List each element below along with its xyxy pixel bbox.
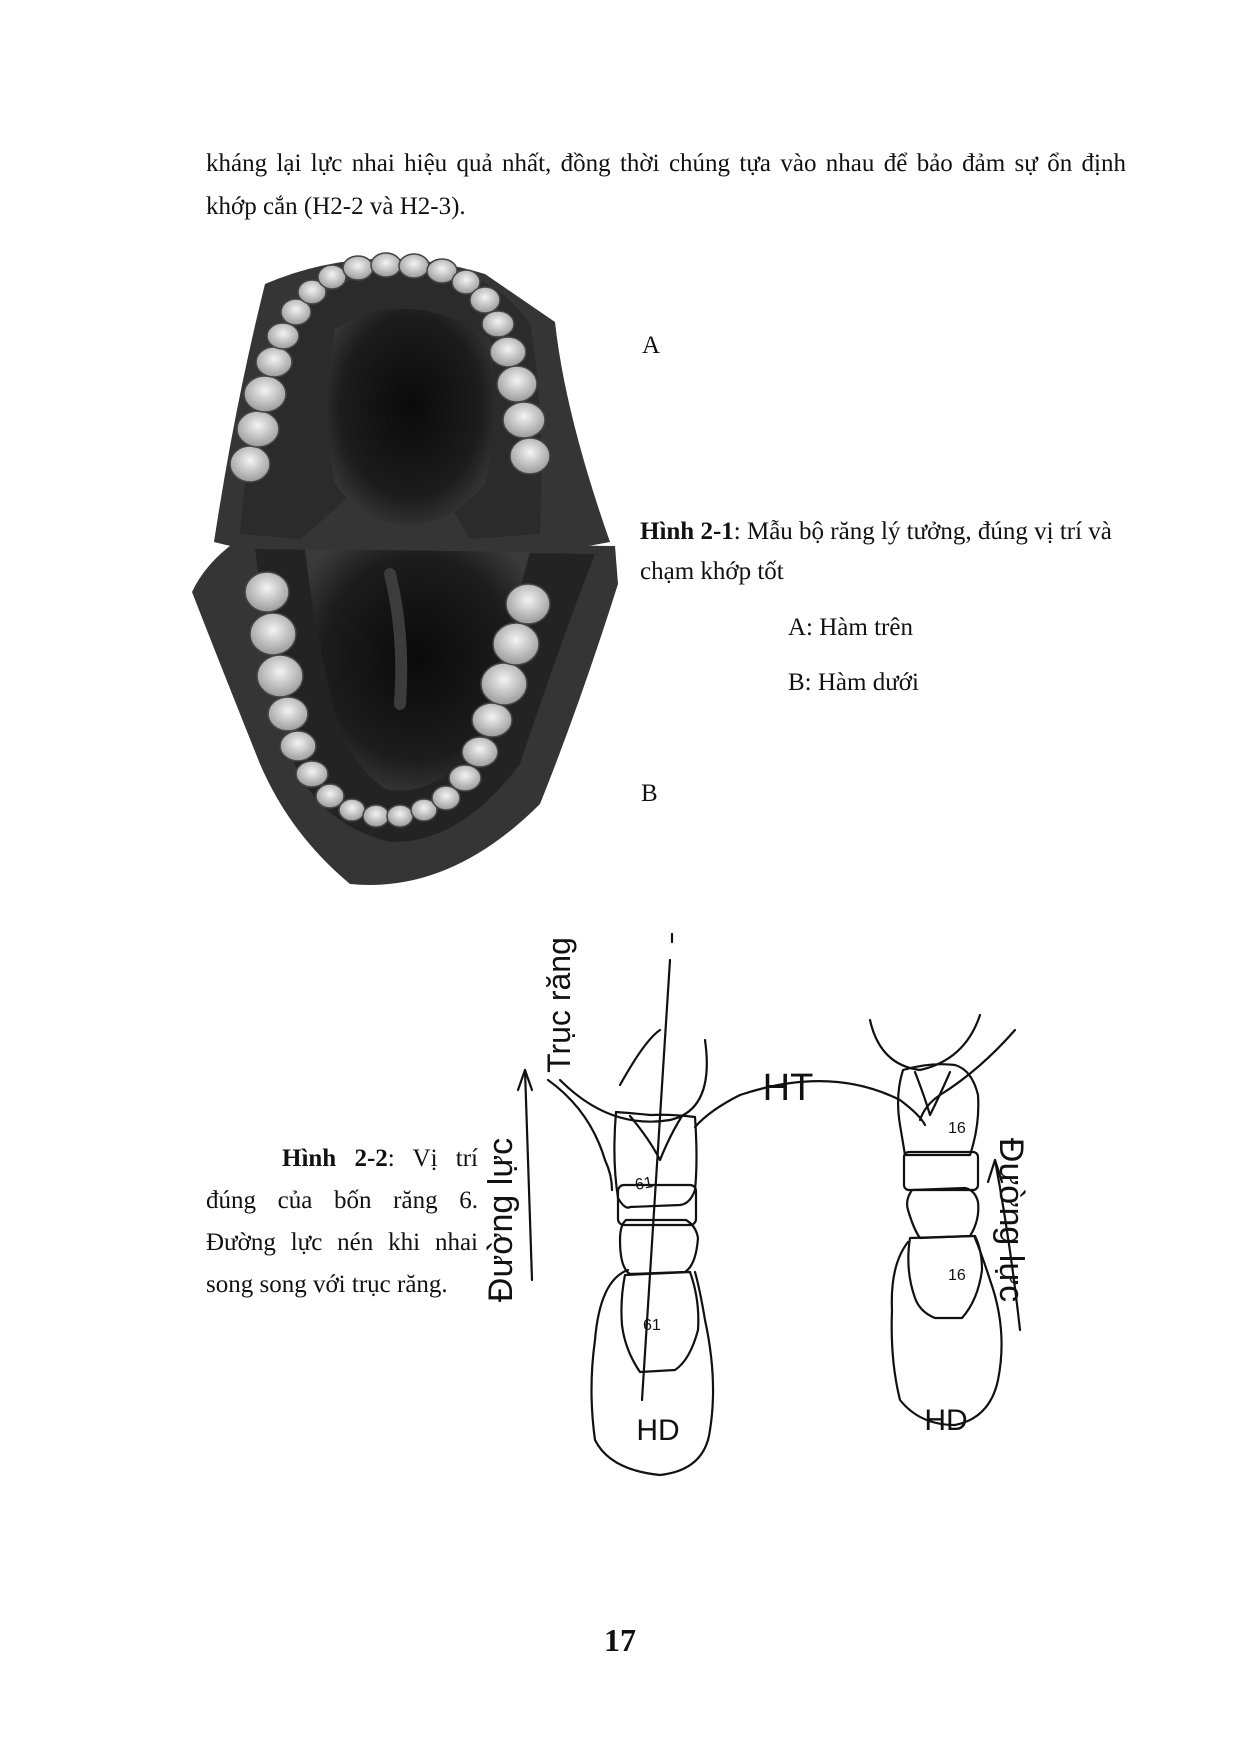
caption-text: : Mẫu bộ răng lý tưởng, đúng vị trí và chạm khớp tốt xyxy=(640,518,1112,585)
left-upper-gum-curve xyxy=(560,1040,707,1122)
figure-label-b: B xyxy=(641,780,658,807)
body-paragraph: kháng lại lực nhai hiệu quả nhất, đồng thời chúng tựa vào nhau để bảo đảm sự ổn định khớp cắn (H2-2 và H2-3). xyxy=(206,150,1126,220)
hd-label-left: HD xyxy=(636,1414,680,1447)
ht-label: HT xyxy=(762,1067,814,1109)
hd-label-right: HD xyxy=(924,1404,968,1437)
molar-diagram xyxy=(482,920,1100,1510)
lower-jaw-cast xyxy=(192,542,618,885)
tooth-number-upper-left: 61 xyxy=(633,1174,655,1194)
right-lower-molar xyxy=(908,1236,982,1318)
figure-2-1-caption xyxy=(640,512,1126,592)
figure-2-2-caption xyxy=(206,1138,478,1306)
caption-title: Hình 2-1 xyxy=(640,518,734,545)
ht-arch-connector xyxy=(620,1030,660,1085)
force-arrow-left xyxy=(525,1070,532,1280)
caption-item-b: B: Hàm dưới xyxy=(788,669,919,696)
force-label-right: Đường lực xyxy=(992,1137,1030,1303)
tooth-number-upper-right: 16 xyxy=(948,1120,966,1137)
dental-cast-photo xyxy=(200,244,630,964)
figure-label-a: A xyxy=(642,332,661,359)
axis-label: Trục răng xyxy=(541,937,577,1073)
caption-title: Hình 2-2 xyxy=(282,1145,388,1172)
tooth-number-lower-right: 16 xyxy=(948,1267,966,1284)
upper-jaw-cast xyxy=(214,253,610,558)
right-upper-gum-curve xyxy=(870,1015,980,1070)
tooth-number-lower-left: 61 xyxy=(643,1317,661,1334)
caption-text: : Vị trí đúng của bốn răng 6. Đường lực nén khi nhai song song với trục răng. xyxy=(206,1145,478,1298)
page-number: 17 xyxy=(604,1622,636,1658)
force-label-left: Đường lực xyxy=(482,1137,520,1303)
caption-item-a: A: Hàm trên xyxy=(788,614,913,641)
